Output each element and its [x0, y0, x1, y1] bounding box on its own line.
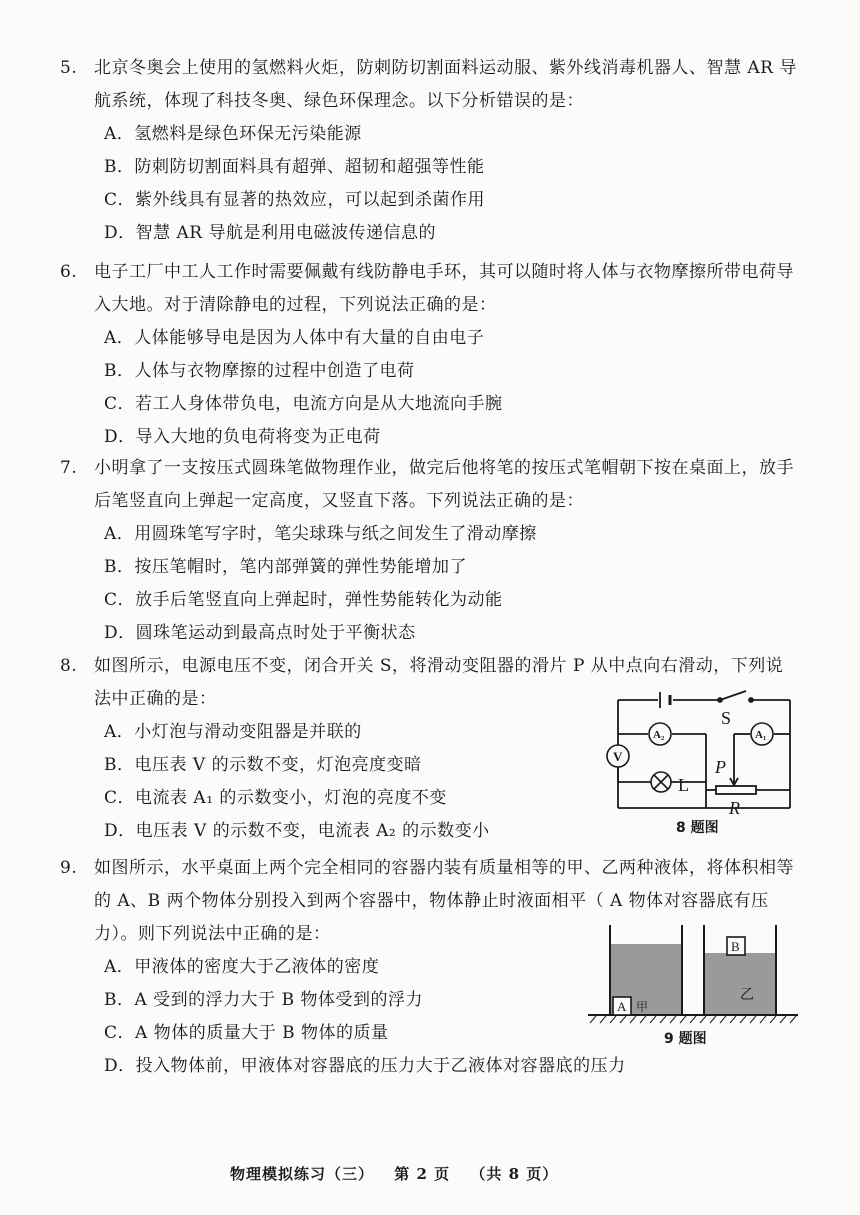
question-stem: 如图所示，电源电压不变，闭合开关 S，将滑动变阻器的滑片 P 从中点向右滑动，下列说法中正确的是：: [94, 656, 784, 709]
ammeter-a1-label: A₁: [755, 729, 767, 741]
circuit-diagram: [598, 690, 808, 820]
option-d: D．导入大地的负电荷将变为正电荷: [104, 427, 381, 447]
voltmeter-label: V: [613, 749, 623, 764]
liquid-yi-label: 乙: [740, 988, 754, 1003]
figure-9-caption: 9 题图: [664, 1031, 707, 1047]
switch-label: S: [721, 708, 732, 728]
object-a-label: A: [617, 999, 627, 1014]
question-number: 9.: [60, 858, 78, 878]
question-stem: 小明拿了一支按压式圆珠笔做物理作业，做完后他将笔的按压式笔帽朝下按在桌面上，放手后笔竖直向上弹起一定高度，又竖直下落。下列说法正确的是：: [94, 458, 794, 511]
option-d: D．投入物体前，甲液体对容器底的压力大于乙液体对容器底的压力: [104, 1056, 626, 1076]
option-c: C．电流表 A₁ 的示数变小，灯泡的亮度不变: [104, 788, 447, 808]
option-c: C．放手后笔竖直向上弹起时，弹性势能转化为动能: [104, 590, 503, 610]
question-stem: 如图所示，水平桌面上两个完全相同的容器内装有质量相等的甲、乙两种液体，将体积相等的 A、B 两个物体分别投入到两个容器中，物体静止时液面相平（ A 物体对容器底有压力）。则下列说法中正确的是：: [94, 858, 794, 944]
question-7: [60, 452, 800, 650]
question-number: 6.: [60, 262, 78, 282]
option-d: D．智慧 AR 导航是利用电磁波传递信息的: [104, 223, 437, 243]
lamp-label: L: [678, 775, 689, 795]
option-a: A．小灯泡与滑动变阻器是并联的: [104, 722, 362, 742]
question-stem: 电子工厂中工人工作时需要佩戴有线防静电手环，其可以随时将人体与衣物摩擦所带电荷导入大地。对于清除静电的过程，下列说法正确的是：: [94, 262, 794, 315]
ammeter-a2-label: A₂: [653, 729, 665, 741]
option-a: A．甲液体的密度大于乙液体的密度: [104, 957, 380, 977]
footer-total-pages: （共 8 页）: [470, 1165, 559, 1183]
question-number: 5.: [60, 58, 78, 78]
question-6: [60, 256, 800, 454]
footer-page-number: 第 2 页: [394, 1165, 451, 1183]
rheostat-label: R: [729, 798, 740, 818]
option-a: A．用圆珠笔写字时，笔尖球珠与纸之间发生了滑动摩擦: [104, 524, 537, 544]
question-5: [60, 52, 800, 250]
option-a: A．氢燃料是绿色环保无污染能源: [104, 124, 362, 144]
option-a: A．人体能够导电是因为人体中有大量的自由电子: [104, 328, 485, 348]
option-b: B．A 受到的浮力大于 B 物体受到的浮力: [104, 990, 423, 1010]
option-b: B．防刺防切割面料具有超弹、超韧和超强等性能: [104, 157, 485, 177]
option-c: C．A 物体的质量大于 B 物体的质量: [104, 1023, 389, 1043]
option-c: C．紫外线具有显著的热效应，可以起到杀菌作用: [104, 190, 486, 210]
option-c: C．若工人身体带负电，电流方向是从大地流向手腕: [104, 394, 503, 414]
question-number: 7.: [60, 458, 78, 478]
option-b: B．电压表 V 的示数不变，灯泡亮度变暗: [104, 755, 422, 775]
containers-diagram: [588, 925, 798, 1025]
question-stem: 北京冬奥会上使用的氢燃料火炬，防刺防切割面料运动服、紫外线消毒机器人、智慧 AR 导航系统，体现了科技冬奥、绿色环保理念。以下分析错误的是：: [94, 58, 797, 111]
option-b: B．按压笔帽时，笔内部弹簧的弹性势能增加了: [104, 557, 467, 577]
option-b: B．人体与衣物摩擦的过程中创造了电荷: [104, 361, 415, 381]
question-number: 8.: [60, 656, 78, 676]
slider-label: P: [715, 757, 726, 777]
liquid-yi: [704, 953, 776, 1015]
option-d: D．圆珠笔运动到最高点时处于平衡状态: [104, 623, 416, 643]
figure-8-caption: 8 题图: [676, 820, 719, 836]
liquid-jia-label: 甲: [636, 1000, 649, 1014]
object-b-label: B: [731, 939, 740, 954]
footer-title: 物理模拟练习（三）: [230, 1165, 375, 1183]
option-d: D．电压表 V 的示数不变，电流表 A₂ 的示数变小: [104, 821, 490, 841]
page-footer: [230, 1163, 572, 1184]
